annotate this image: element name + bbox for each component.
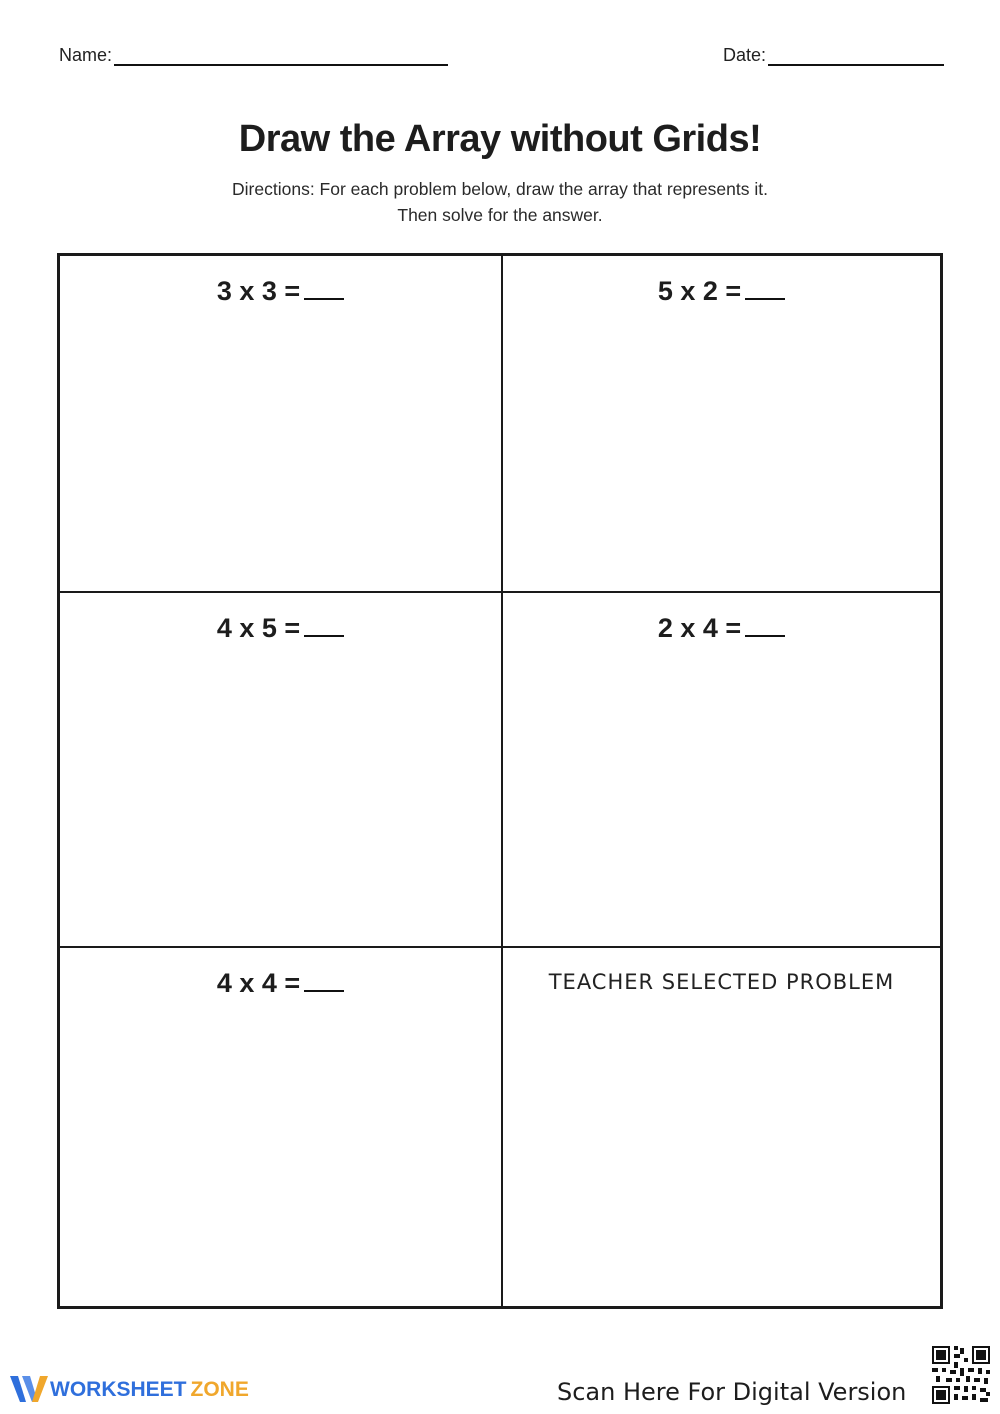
- name-input-line[interactable]: [114, 44, 448, 66]
- problem-label: [60, 613, 501, 644]
- directions-line-2: Then solve for the answer.: [397, 205, 603, 225]
- worksheetzone-logo-icon: [10, 1374, 50, 1406]
- problem-label: [60, 968, 501, 999]
- directions-line-1: Directions: For each problem below, draw the array that represents it.: [232, 179, 768, 199]
- answer-blank[interactable]: [304, 276, 344, 300]
- problem-cell-5[interactable]: [60, 948, 501, 1306]
- page-title: Draw the Array without Grids!: [238, 118, 762, 160]
- problem-text: 2 x 4 =: [657, 613, 742, 643]
- answer-blank[interactable]: [304, 968, 344, 992]
- answer-blank[interactable]: [745, 613, 785, 637]
- problem-text: 4 x 4 =: [216, 968, 301, 998]
- worksheetzone-logo[interactable]: [10, 1374, 249, 1406]
- problem-text: 5 x 2 =: [657, 276, 742, 306]
- problem-grid: [57, 253, 943, 1309]
- problem-cell-4[interactable]: [503, 593, 940, 946]
- date-label: Date:: [723, 45, 767, 65]
- name-label: Name:: [59, 45, 113, 65]
- problem-label: [503, 276, 940, 307]
- problem-cell-3[interactable]: [60, 593, 501, 946]
- answer-blank[interactable]: [745, 276, 785, 300]
- teacher-selected-problem-label: TEACHER SELECTED PROBLEM: [548, 970, 895, 994]
- problem-text: 3 x 3 =: [216, 276, 301, 306]
- problem-label: [503, 613, 940, 644]
- problem-label: [60, 276, 501, 307]
- problem-cell-6[interactable]: [503, 948, 940, 1306]
- problem-cell-2[interactable]: [503, 256, 940, 591]
- directions: [0, 176, 1000, 228]
- logo-text-zone: ZONE: [190, 1378, 249, 1401]
- qr-code-icon[interactable]: [930, 1344, 992, 1406]
- date-input-line[interactable]: [768, 44, 944, 66]
- logo-text-worksheet: WORKSHEET: [50, 1378, 187, 1401]
- name-field[interactable]: [59, 44, 448, 66]
- scan-text: Scan Here For Digital Version: [557, 1378, 907, 1406]
- problem-text: 4 x 5 =: [216, 613, 301, 643]
- answer-blank[interactable]: [304, 613, 344, 637]
- problem-cell-1[interactable]: [60, 256, 501, 591]
- date-field[interactable]: [723, 44, 944, 66]
